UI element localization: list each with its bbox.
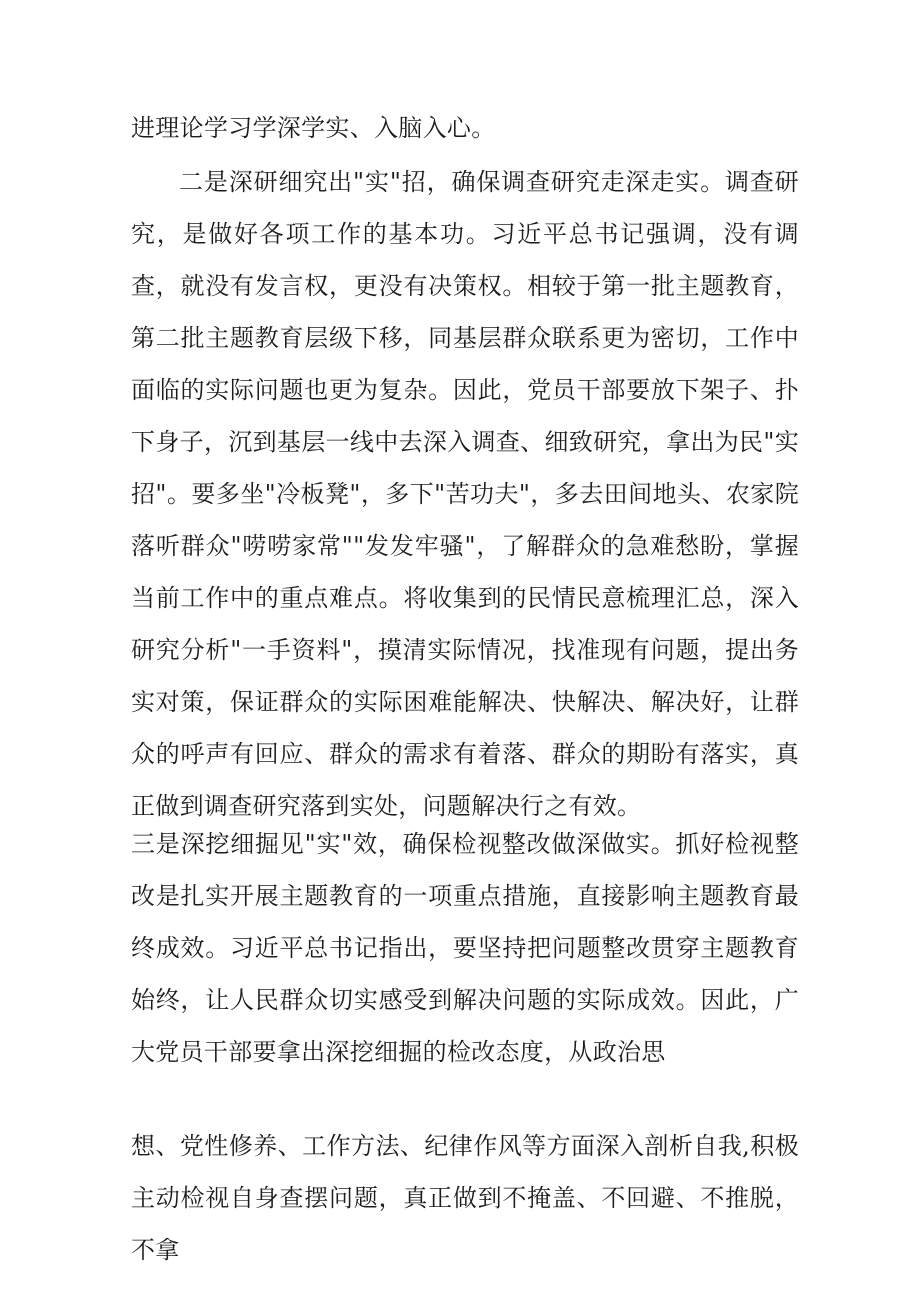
paragraph-self-examination: 想、党性修养、工作方法、纪律作风等方面深入剖析自我,积极主动检视自身查摆问题，真正做到不掩盖、不回避、不推脱，不拿	[131, 1132, 799, 1264]
paragraph-continuation: 进理论学习学深学实、入脑入心。	[131, 114, 496, 142]
paragraph-inspection-rectification: 三是深挖细掘见"实"效，确保检视整改做深做实。抓好检视整改是扎实开展主题教育的一项重点措施，直接影响主题教育最终成效。习近平总书记指出，要坚持把问题整改贯穿主题教育始终，让人民群众切实感受到解决问题的实际成效。因此，广大党员干部要拿出深挖细掘的检改态度，从政治思	[131, 830, 799, 1066]
paragraph-investigation-research: 二是深研细究出"实"招，确保调查研究走深走实。调查研究，是做好各项工作的基本功。习近平总书记强调，没有调查，就没有发言权，更没有决策权。相较于第一批主题教育，第二批主题教育层级下移，同基层群众联系更为密切，工作中面临的实际问题也更为复杂。因此，党员干部要放下架子、扑下身子，沉到基层一线中去深入调查、细致研究，拿出为民"实招"。要多坐"冷板凳"，多下"苦功夫"，多去田间地头、农家院落听群众"唠唠家常""发发牢骚"，了解群众的急难愁盼，掌握当前工作中的重点难点。将收集到的民情民意梳理汇总，深入研究分析"一手资料"，摸清实际情况，找准现有问题，提出务实对策，保证群众的实际困难能解决、快解决、解决好，让群众的呼声有回应、群众的需求有着落、群众的期盼有落实，真正做到调查研究落到实处，问题解决行之有效。	[131, 168, 799, 820]
